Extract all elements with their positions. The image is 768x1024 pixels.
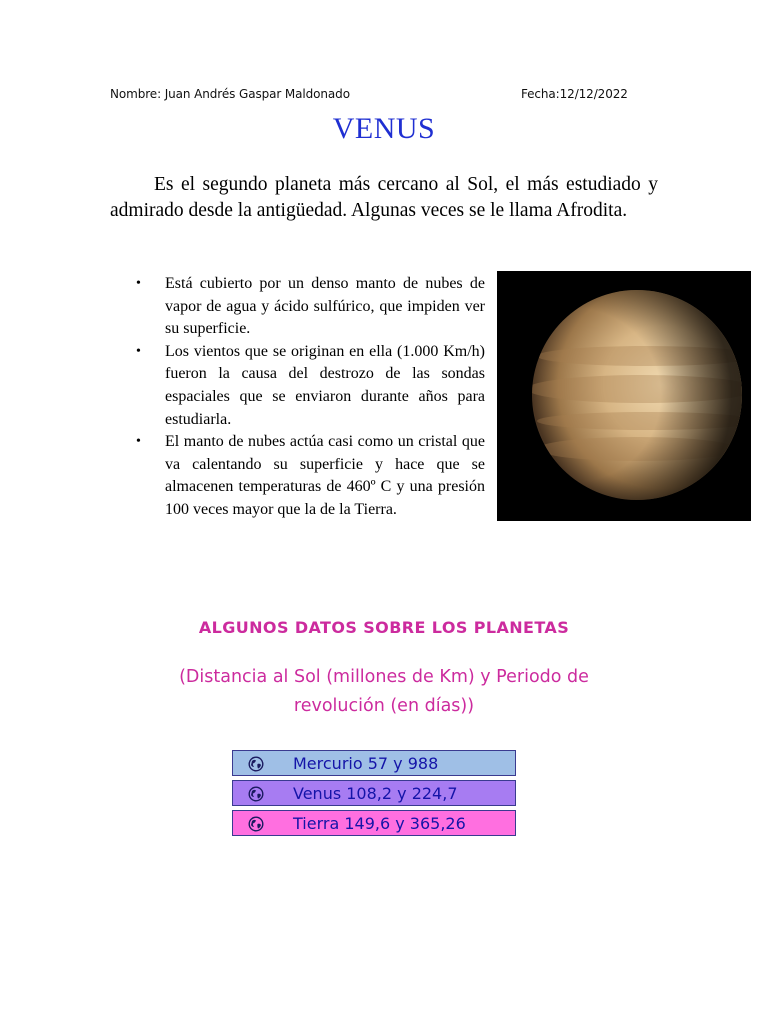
planet-row-tierra xyxy=(232,810,516,836)
planet-row-text: Tierra 149,6 y 365,26 xyxy=(293,814,466,833)
planet-row-text: Mercurio 57 y 988 xyxy=(293,754,439,773)
planet-row-venus xyxy=(232,780,516,806)
list-item: • Los vientos que se originan en ella (1.000 Km/h) fueron la causa del destrozo de las sondas espaciales que se enviaron durante años para estudiarla. xyxy=(110,341,485,431)
venus-image xyxy=(497,271,751,521)
planet-row-text: Venus 108,2 y 224,7 xyxy=(293,784,458,803)
facts-subtitle: (Distancia al Sol (millones de Km) y Periodo de revolución (en días)) xyxy=(179,667,589,716)
list-item: • Está cubierto por un denso manto de nubes de vapor de agua y ácido sulfúrico, que impiden ver su superficie. xyxy=(110,273,485,341)
student-name: Nombre: Juan Andrés Gaspar Maldonado xyxy=(110,87,350,101)
list-item: • El manto de nubes actúa casi como un cristal que va calentando su superficie y hace que se almacenen temperaturas de 460º C y una presión 100 veces mayor que la de la Tierra. xyxy=(110,431,485,521)
intro-paragraph: Es el segundo planeta más cercano al Sol, el más estudiado y admirado desde la antigüedad. Algunas veces se le llama Afrodita. xyxy=(110,174,658,221)
globe-icon xyxy=(248,816,264,836)
facts-heading: ALGUNOS DATOS SOBRE LOS PLANETAS xyxy=(198,618,570,637)
globe-icon xyxy=(248,756,264,776)
planet-row-mercurio xyxy=(232,750,516,776)
facts-list xyxy=(110,273,485,522)
document-date: Fecha:12/12/2022 xyxy=(521,87,628,101)
page-title: VENUS xyxy=(332,112,436,145)
globe-icon xyxy=(248,786,264,806)
